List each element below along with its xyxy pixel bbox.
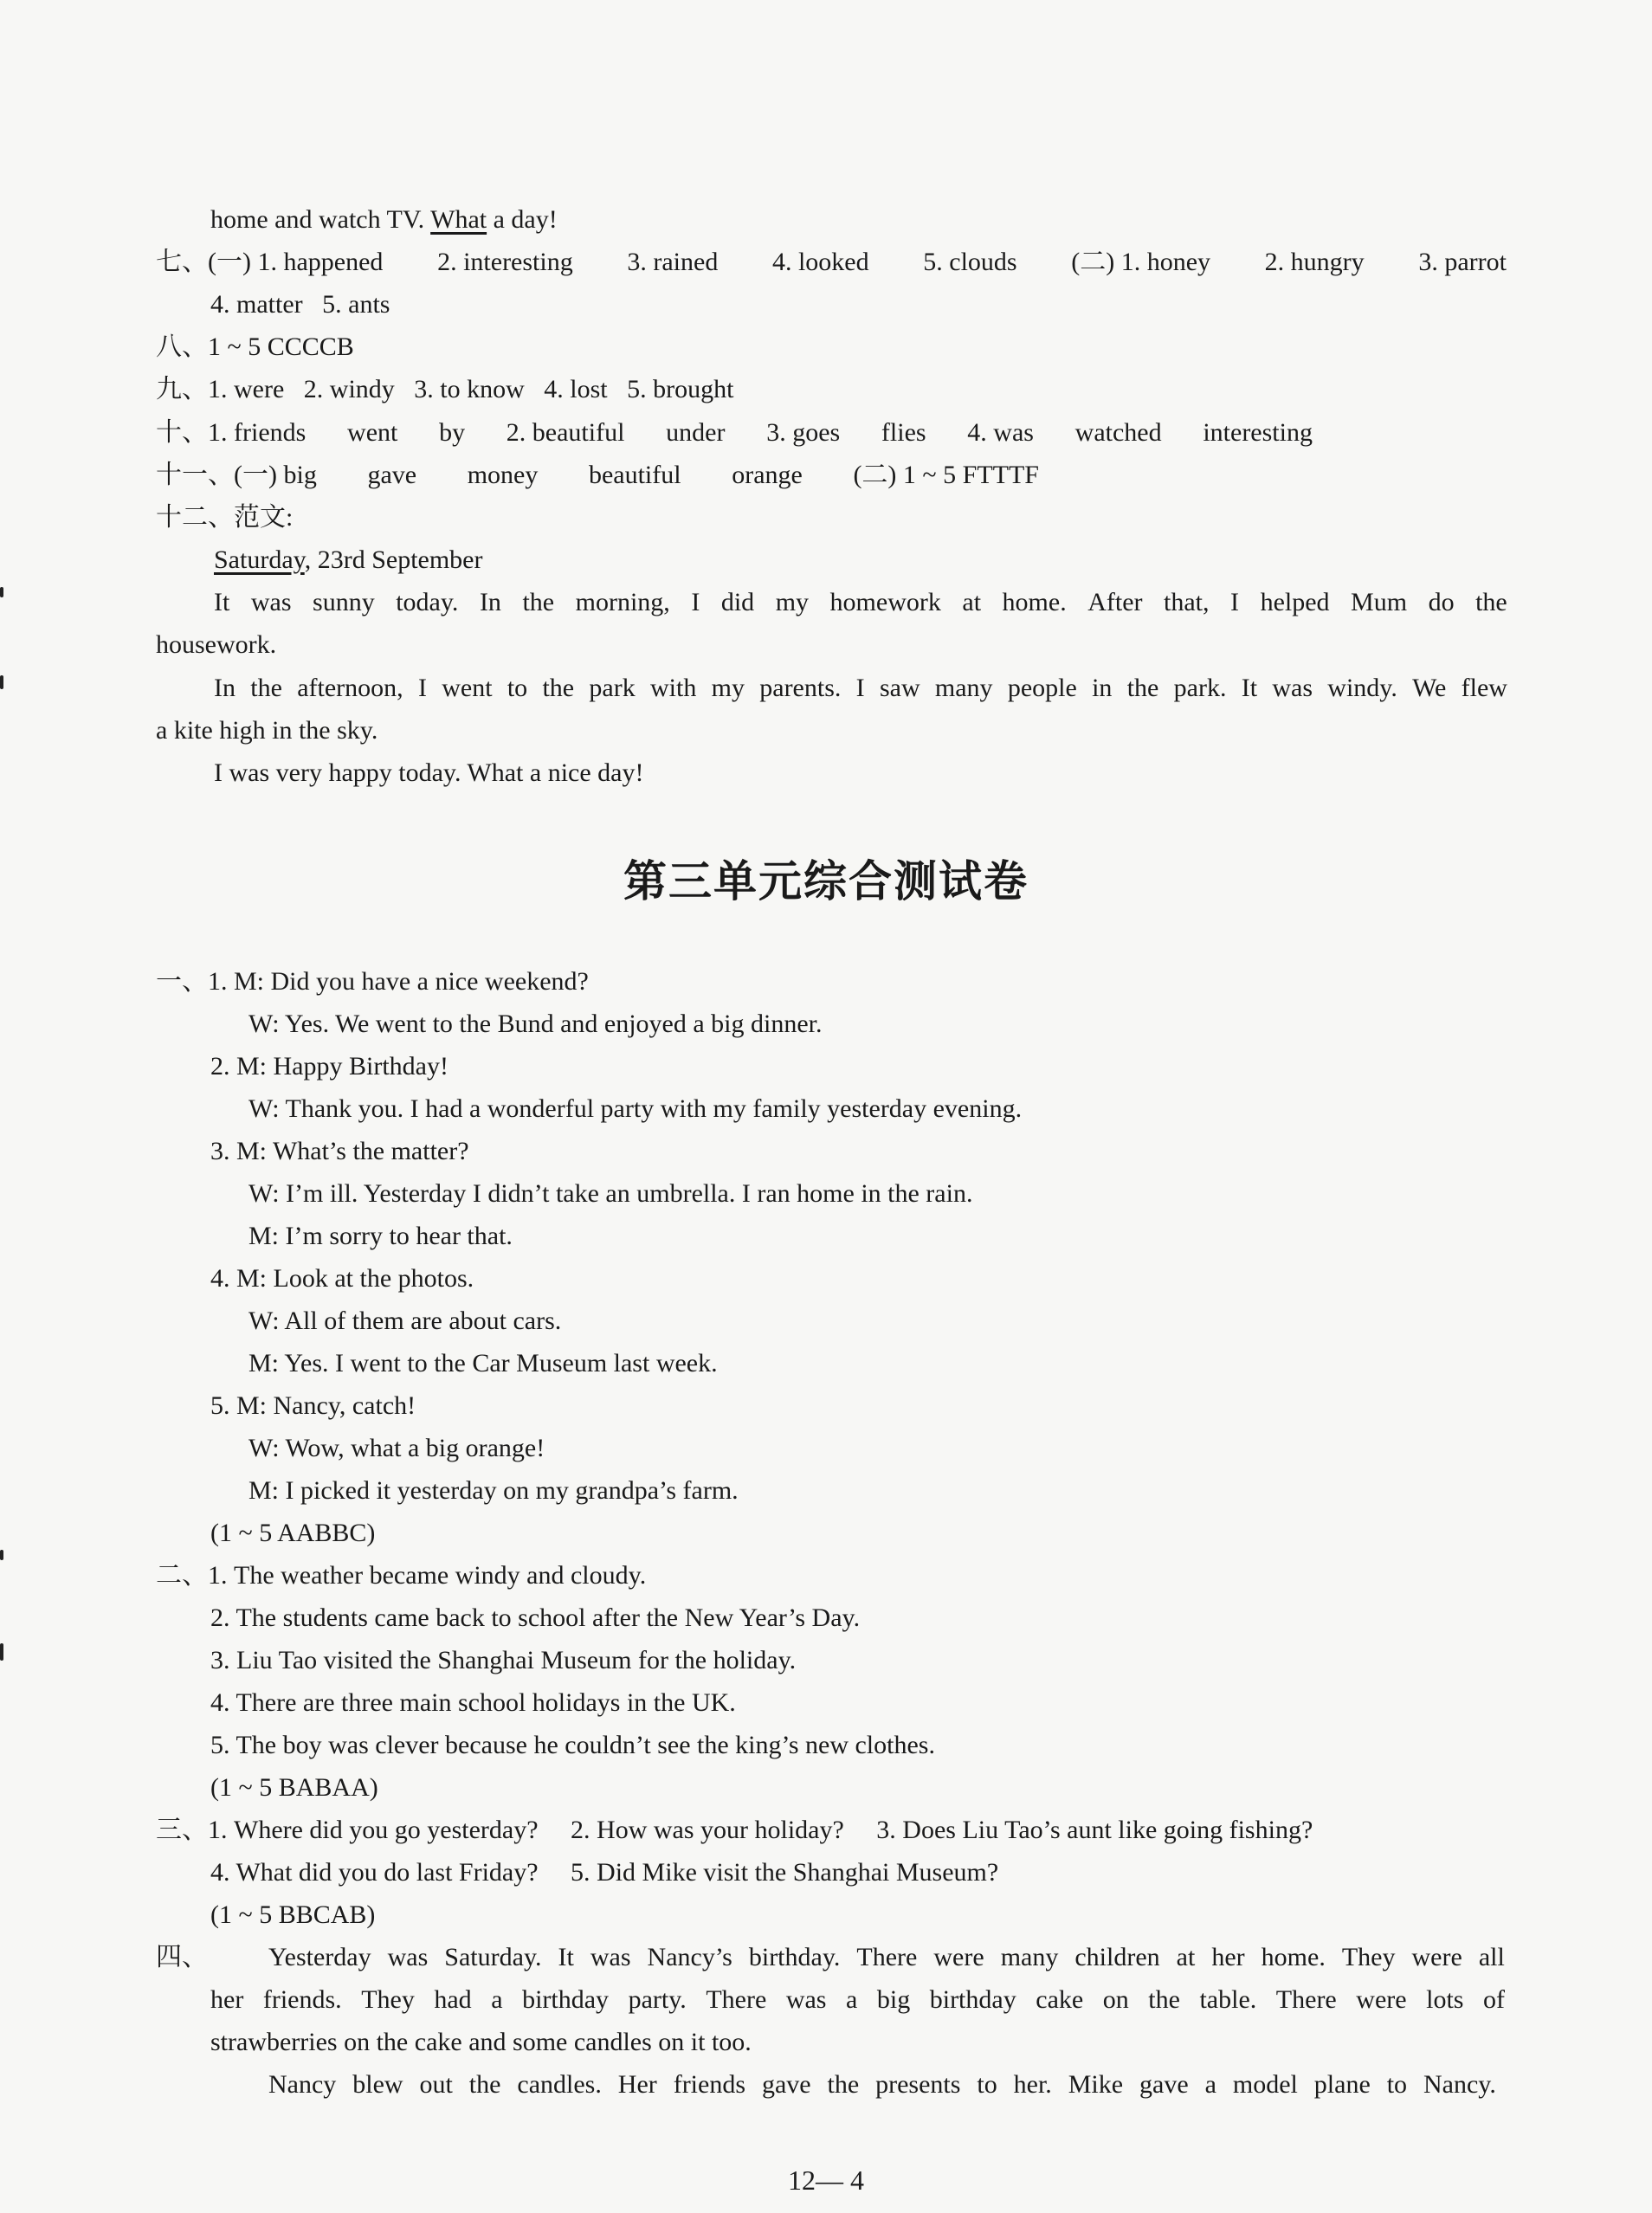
q1-answers: (1 ~ 5 AABBC)	[210, 1519, 376, 1547]
q2-line-1: 二、1. The weather became windy and cloudy.	[156, 1561, 647, 1590]
q2-answers: (1 ~ 5 BABAA)	[210, 1773, 378, 1802]
q2-line-2: 2. The students came back to school after the New Year’s Day.	[210, 1603, 861, 1632]
page-number: 12— 4	[788, 2165, 864, 2196]
unit-title: 第三单元综合测试卷	[623, 856, 1029, 906]
q4-line-2: her friends. They had a birthday party. There was a big birthday cake on the table. There were lots of	[210, 1985, 1505, 2014]
q1-line-2: W: Yes. We went to the Bund and enjoyed a big dinner.	[248, 1010, 823, 1038]
section-11-line: 十一、(一) big gave money beautiful orange (二) 1 ~ 5 FTTTF	[156, 461, 1039, 489]
sample-essay-date: Saturday, 23rd September	[214, 545, 483, 574]
section-9-line: 九、1. were 2. windy 3. to know 4. lost 5. brought	[156, 375, 734, 403]
prev-tail-line: home and watch TV. What a day!	[210, 205, 558, 234]
q1-line-10: M: Yes. I went to the Car Museum last week.	[248, 1349, 718, 1377]
q1-line-13: M: I picked it yesterday on my grandpa’s farm.	[248, 1476, 739, 1505]
scan-mark	[0, 675, 3, 689]
q3-line-1: 三、1. Where did you go yesterday? 2. How was your holiday? 3. Does Liu Tao’s aunt like going fishing?	[156, 1816, 1313, 1844]
scan-mark	[0, 1643, 3, 1661]
essay-para-1-line-1: It was sunny today. In the morning, I did my homework at home. After that, I helped Mum do the	[214, 588, 1507, 616]
q1-line-7: M: I’m sorry to hear that.	[248, 1222, 513, 1250]
essay-para-1-line-2: housework.	[156, 630, 277, 659]
q3-answers: (1 ~ 5 BBCAB)	[210, 1900, 376, 1929]
q4-line-3: strawberries on the cake and some candles on it too.	[210, 2028, 752, 2056]
section-7-line-1: 七、(一) 1. happened 2. interesting 3. rained 4. looked 5. clouds (二) 1. honey 2. hungry 3. parrot	[156, 248, 1507, 276]
q3-line-2: 4. What did you do last Friday? 5. Did Mike visit the Shanghai Museum?	[210, 1858, 999, 1887]
q1-line-8: 4. M: Look at the photos.	[210, 1264, 474, 1293]
scan-mark	[0, 587, 3, 597]
q1-line-5: 3. M: What’s the matter?	[210, 1137, 469, 1165]
essay-para-3: I was very happy today. What a nice day!	[214, 758, 644, 787]
essay-para-2-line-1: In the afternoon, I went to the park with my parents. I saw many people in the park. It was windy. We flew	[214, 674, 1507, 702]
q4-label: 四、	[156, 1943, 208, 1971]
q4-line-4: Nancy blew out the candles. Her friends gave the presents to her. Mike gave a model plane to Nancy.	[268, 2070, 1496, 2099]
q2-line-5: 5. The boy was clever because he couldn’t see the king’s new clothes.	[210, 1731, 935, 1759]
q2-line-3: 3. Liu Tao visited the Shanghai Museum for the holiday.	[210, 1646, 797, 1674]
section-8-line: 八、1 ~ 5 CCCCB	[156, 332, 354, 361]
q1-line-9: W: All of them are about cars.	[248, 1307, 562, 1335]
section-7-line-2: 4. matter 5. ants	[210, 290, 390, 319]
q1-line-3: 2. M: Happy Birthday!	[210, 1052, 448, 1081]
q4-line-1: Yesterday was Saturday. It was Nancy’s birthday. There were many children at her home. They were all	[268, 1943, 1505, 1971]
q2-line-4: 4. There are three main school holidays in the UK.	[210, 1688, 736, 1717]
q1-line-12: W: Wow, what a big orange!	[248, 1434, 545, 1462]
q1-line-11: 5. M: Nancy, catch!	[210, 1391, 416, 1420]
q1-line-4: W: Thank you. I had a wonderful party with my family yesterday evening.	[248, 1094, 1023, 1123]
scan-mark	[0, 1550, 3, 1560]
section-10-line: 十、1. friends went by 2. beautiful under 3. goes flies 4. was watched interesting	[156, 418, 1313, 447]
essay-para-2-line-2: a kite high in the sky.	[156, 716, 378, 745]
q1-line-6: W: I’m ill. Yesterday I didn’t take an umbrella. I ran home in the rain.	[248, 1179, 973, 1208]
q1-line-1: 一、1. M: Did you have a nice weekend?	[156, 967, 589, 996]
section-12-label: 十二、范文:	[156, 503, 294, 532]
